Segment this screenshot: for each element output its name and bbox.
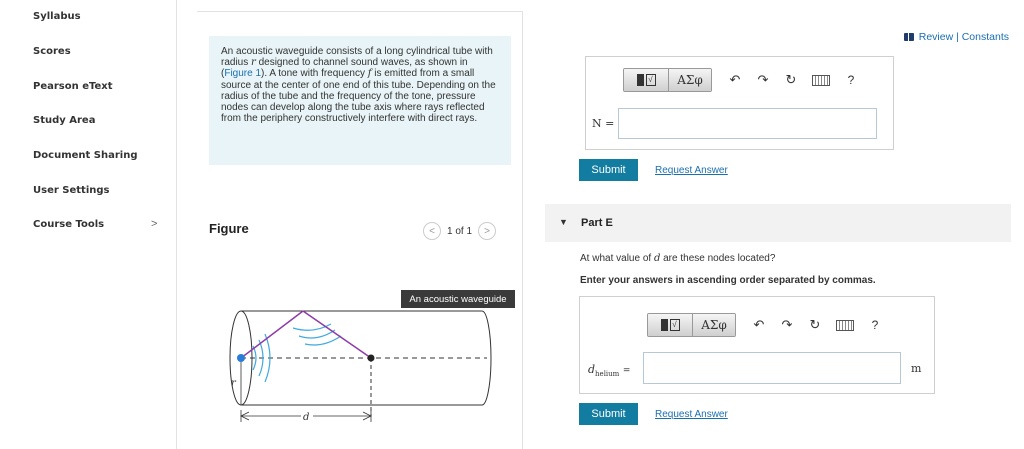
prev-figure-button[interactable]: <: [423, 222, 441, 240]
sidebar: [0, 0, 177, 449]
next-figure-button[interactable]: >: [478, 222, 496, 240]
part-e-instruction: Enter your answers in ascending order separated by commas.: [580, 275, 876, 286]
help-icon[interactable]: ?: [871, 318, 879, 332]
part-e-math-toolbar: [647, 313, 882, 337]
template-square-icon: [661, 319, 668, 331]
figure-heading: Figure: [209, 221, 249, 236]
question-text: At what value of: [580, 253, 654, 264]
sidebar-item-pearson-etext[interactable]: Pearson eText: [33, 81, 113, 92]
part-e-question: [580, 253, 775, 264]
problem-text: is emitted from a small source at the center of one end of this tube. Depending on the radius of the tube and the frequency of the tone, pressure nodes can develop along the tube axis where rays reflected from the periphery constructively interfere with direct rays.: [221, 68, 496, 125]
var-r: r: [251, 57, 256, 69]
sqrt-template-icon: √: [646, 74, 656, 86]
ray-down: [303, 311, 371, 358]
part-d-answer-input[interactable]: [618, 108, 877, 139]
part-e-variable-label: [588, 363, 630, 378]
problem-text: designed to channel sound waves, as shown in (: [221, 57, 468, 80]
part-d-variable-label: N =: [592, 117, 615, 130]
template-square-icon: [637, 74, 644, 86]
sound-source-dot: [237, 354, 245, 362]
d-label: d: [303, 412, 310, 423]
keyboard-icon[interactable]: [836, 320, 854, 331]
variable-main: d: [588, 363, 596, 376]
undo-icon[interactable]: ↶: [753, 317, 765, 332]
problem-text: ). A tone with frequency: [261, 68, 368, 80]
waveguide-diagram: [225, 306, 495, 431]
part-e-answer-input[interactable]: [643, 352, 901, 384]
pager-count: 1 of 1: [447, 225, 473, 237]
part-e-header[interactable]: [545, 204, 1011, 242]
part-e-submit-button[interactable]: Submit: [579, 403, 638, 425]
sidebar-item-user-settings[interactable]: User Settings: [33, 185, 110, 196]
problem-text: An acoustic waveguide consists of a long cylindrical tube with radius: [221, 46, 493, 69]
question-text: are these nodes located?: [660, 253, 776, 264]
review-constants-label[interactable]: Review | Constants: [918, 31, 1009, 43]
part-e-title: Part E: [581, 217, 613, 229]
sidebar-item-course-tools[interactable]: Course Tools: [33, 219, 105, 230]
sidebar-item-document-sharing[interactable]: Document Sharing: [33, 150, 138, 161]
part-d-submit-button[interactable]: Submit: [579, 159, 638, 181]
var-f: f: [367, 68, 372, 80]
part-d-request-answer-link[interactable]: Request Answer: [655, 165, 728, 176]
templates-button[interactable]: [624, 69, 669, 91]
greek-symbols-button[interactable]: ΑΣφ: [693, 314, 735, 336]
book-icon: [904, 33, 914, 41]
part-d-math-toolbar: [623, 68, 858, 92]
figure-caption: An acoustic waveguide: [401, 290, 515, 308]
sound-wave: [305, 336, 341, 345]
radius-label: r: [231, 378, 236, 389]
sidebar-item-scores[interactable]: Scores: [33, 46, 71, 57]
sidebar-item-syllabus[interactable]: Syllabus: [33, 11, 81, 22]
math-template-group: [647, 313, 736, 337]
figure-link[interactable]: Figure 1: [224, 68, 262, 80]
figure-pager: [423, 222, 496, 240]
redo-icon[interactable]: ↷: [757, 72, 769, 87]
top-divider: [197, 11, 522, 12]
pressure-node-dot: [368, 355, 375, 362]
chevron-right-icon[interactable]: >: [151, 218, 158, 230]
sidebar-item-study-area[interactable]: Study Area: [33, 115, 96, 126]
variable-subscript: helium: [595, 370, 620, 379]
templates-button[interactable]: [648, 314, 693, 336]
undo-icon[interactable]: ↶: [729, 72, 741, 87]
greek-symbols-button[interactable]: ΑΣφ: [669, 69, 711, 91]
review-constants-link[interactable]: [904, 31, 1009, 43]
column-divider: [522, 11, 523, 449]
problem-statement: [209, 36, 511, 165]
math-template-group: [623, 68, 712, 92]
collapse-caret-icon[interactable]: ▼: [559, 217, 568, 227]
variable-equals: =: [622, 366, 631, 376]
reset-icon[interactable]: ↻: [785, 72, 797, 87]
redo-icon[interactable]: ↷: [781, 317, 793, 332]
part-e-request-answer-link[interactable]: Request Answer: [655, 409, 728, 420]
sqrt-template-icon: √: [670, 319, 680, 331]
part-e-unit-label: m: [911, 362, 922, 375]
question-var-d: d: [653, 253, 661, 264]
help-icon[interactable]: ?: [847, 73, 855, 87]
reset-icon[interactable]: ↻: [809, 317, 821, 332]
keyboard-icon[interactable]: [812, 75, 830, 86]
sound-wave: [299, 330, 335, 338]
